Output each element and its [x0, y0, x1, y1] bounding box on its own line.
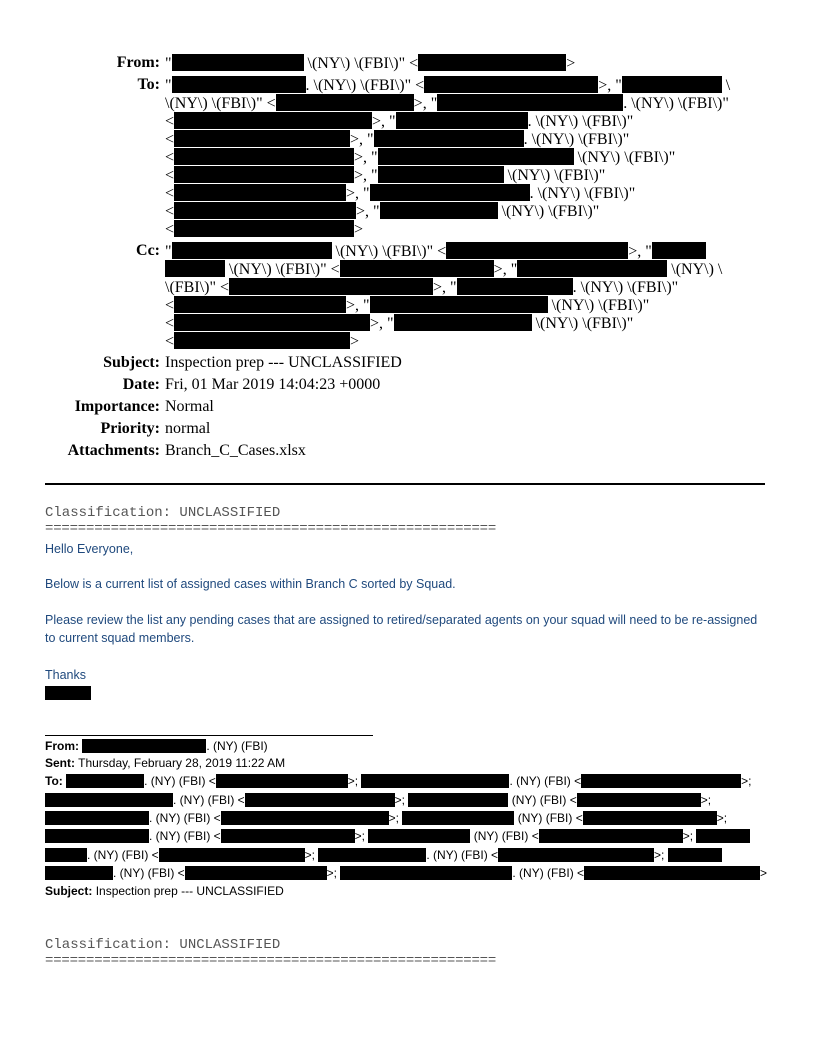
subject-value: Inspection prep --- UNCLASSIFIED	[165, 354, 402, 371]
to-tag: . \(NY\) \(FBI\)"	[529, 185, 636, 202]
from-label: From:	[116, 54, 160, 71]
fwd-to-line-4: . (NY) (FBI) < >; (NY) (FBI) < >;	[45, 828, 750, 845]
fwd-subject-line	[45, 883, 284, 900]
redaction	[396, 112, 528, 129]
priority-value: normal	[165, 420, 211, 437]
redaction	[185, 866, 327, 880]
redaction	[82, 739, 206, 753]
redaction	[45, 829, 149, 843]
redaction	[318, 848, 426, 862]
redaction	[446, 242, 628, 259]
redaction	[418, 54, 566, 71]
redaction	[622, 76, 722, 93]
fwd-tag: . (NY) (FBI) <	[113, 866, 185, 880]
redaction	[216, 774, 348, 788]
body-paragraph-2: Please review the list any pending cases that are assigned to retired/separated agents on your squad will need to be re-assigned to current squad members.	[45, 613, 758, 645]
redaction	[172, 54, 304, 71]
fwd-tag: . (NY) (FBI) <	[173, 793, 245, 807]
redaction	[402, 811, 514, 825]
redaction	[696, 829, 750, 843]
cc-tag: (NY\) \	[675, 261, 723, 278]
to-tag: \(NY\) \(FBI\)"	[165, 95, 263, 112]
to-line-3: < >, " . \(NY\) \(FBI\)"	[165, 113, 634, 130]
fwd-from-suffix: . (NY) (FBI)	[206, 739, 268, 753]
redaction	[368, 829, 470, 843]
cc-line-5: < >, " \(NY\) \(FBI\)"	[165, 315, 634, 332]
redaction	[221, 811, 389, 825]
redaction	[370, 184, 530, 201]
redaction	[340, 260, 494, 277]
redaction	[172, 242, 332, 259]
redaction	[577, 793, 701, 807]
greeting: Hello Everyone,	[45, 542, 134, 556]
redaction	[174, 332, 350, 349]
redaction	[229, 278, 433, 295]
redaction	[370, 296, 548, 313]
from-line: " \(NY\) \(FBI\)" < >	[165, 55, 576, 72]
redaction	[174, 202, 356, 219]
to-tag: \(NY\) \(FBI\)"	[501, 203, 600, 220]
date-value: Fri, 01 Mar 2019 14:04:23 +0000	[165, 376, 381, 393]
fwd-sent-value: Thursday, February 28, 2019 11:22 AM	[78, 756, 286, 770]
to-line-6: < >, " \(NY\) \(FBI\)"	[165, 167, 606, 184]
from-tag: \(NY\) \(FBI\)"	[307, 55, 406, 72]
redaction	[581, 774, 741, 788]
closing: Thanks	[45, 668, 86, 682]
redaction	[45, 811, 149, 825]
fwd-to-line-3: . (NY) (FBI) < >; (NY) (FBI) < >;	[45, 810, 727, 827]
classification-rule: =======================================================	[45, 521, 497, 537]
to-tag: \(NY\) \(FBI\)"	[577, 149, 676, 166]
redaction	[66, 774, 144, 788]
to-line-5: < >, " \(NY\) \(FBI\)"	[165, 149, 676, 166]
redaction	[174, 148, 354, 165]
cc-line-3: \(FBI\)" < >, " . \(NY\) \(FBI\)"	[165, 279, 679, 296]
fwd-to-line-5: . (NY) (FBI) < >; . (NY) (FBI) < >;	[45, 847, 722, 864]
redaction	[584, 866, 760, 880]
redaction	[517, 260, 667, 277]
header-divider	[45, 483, 765, 485]
to-line-4: < >, " . \(NY\) \(FBI\)"	[165, 131, 630, 148]
redaction	[45, 793, 173, 807]
to-line-7: < >, " . \(NY\) \(FBI\)"	[165, 185, 636, 202]
attachments-label: Attachments:	[67, 442, 160, 459]
fwd-to-label: To:	[45, 774, 63, 788]
redaction	[340, 866, 512, 880]
attachment-link[interactable]: Branch_C_Cases.xlsx	[165, 442, 306, 459]
to-tag: . \(NY\) \(FBI\)"	[623, 95, 729, 112]
to-tag: \(NY\) \(FBI\)"	[507, 167, 606, 184]
redaction	[159, 848, 305, 862]
to-tag: . \(NY\) \(FBI\)"	[305, 77, 412, 94]
redaction	[221, 829, 355, 843]
cc-line-6: < >	[165, 333, 360, 350]
redaction	[374, 130, 524, 147]
redaction	[394, 314, 532, 331]
fwd-tag: . (NY) (FBI) <	[512, 866, 585, 880]
redaction	[174, 130, 350, 147]
redaction	[583, 811, 717, 825]
redaction	[378, 166, 504, 183]
to-line-8: < >, " \(NY\) \(FBI\)"	[165, 203, 600, 220]
cc-tag: \(NY\) \(FBI\)"	[535, 315, 634, 332]
redaction	[174, 166, 354, 183]
fwd-from-label: From:	[45, 739, 79, 753]
redaction	[408, 793, 508, 807]
redaction	[457, 278, 573, 295]
fwd-from-line	[45, 738, 268, 755]
date-label: Date:	[122, 376, 160, 393]
cc-line-1: " \(NY\) \(FBI\)" < >, "	[165, 242, 706, 261]
redaction	[174, 184, 346, 201]
fwd-tag: (NY) (FBI) <	[511, 793, 577, 807]
body-paragraph-1: Below is a current list of assigned cases within Branch C sorted by Squad.	[45, 577, 456, 591]
fwd-tag: (NY) (FBI) <	[473, 829, 539, 843]
fwd-tag: (NY) (FBI) <	[517, 811, 583, 825]
priority-label: Priority:	[100, 420, 160, 437]
to-line-1: " . \(NY\) \(FBI\)" < >, " \	[165, 77, 731, 94]
fwd-to-line-1: To: . (NY) (FBI) < >; . (NY) (FBI) < >;	[45, 774, 752, 788]
fwd-sent-label: Sent:	[45, 756, 75, 770]
classification-rule-bottom: =======================================================	[45, 953, 497, 969]
redaction	[437, 94, 623, 111]
forward-separator	[45, 735, 373, 736]
cc-tag: \(NY\) \(FBI\)"	[551, 297, 650, 314]
redaction	[245, 793, 395, 807]
classification-top: Classification: UNCLASSIFIED	[45, 505, 281, 521]
importance-label: Importance:	[74, 398, 160, 415]
cc-tag: \(NY\) \(FBI\)"	[335, 243, 434, 260]
classification-bottom: Classification: UNCLASSIFIED	[45, 937, 281, 953]
cc-line-4: < >, " \(NY\) \(FBI\)"	[165, 297, 650, 314]
redaction	[498, 848, 654, 862]
redaction	[172, 76, 306, 93]
redaction	[668, 848, 722, 862]
to-tag: . \(NY\) \(FBI\)"	[527, 113, 634, 130]
fwd-to-line-6: . (NY) (FBI) < >; . (NY) (FBI) < >	[45, 865, 767, 882]
cc-label: Cc:	[136, 242, 160, 259]
cc-tag: \(NY\) \(FBI\)"	[229, 261, 327, 278]
to-line-9: < >	[165, 221, 364, 238]
cc-line-2: \(NY\) \(FBI\)" < >, " \(NY\) \	[165, 260, 722, 279]
redaction	[174, 296, 346, 313]
to-label: To:	[137, 76, 160, 93]
fwd-tag: . (NY) (FBI) <	[426, 848, 499, 862]
redaction	[652, 242, 706, 259]
fwd-tag: . (NY) (FBI) <	[509, 774, 582, 788]
fwd-tag: . (NY) (FBI) <	[144, 774, 216, 788]
fwd-tag: . (NY) (FBI) <	[87, 848, 159, 862]
redaction	[424, 76, 598, 93]
fwd-subject-label: Subject:	[45, 884, 93, 898]
redaction	[361, 774, 509, 788]
fwd-subject-value: Inspection prep --- UNCLASSIFIED	[95, 884, 284, 898]
redaction	[276, 94, 414, 111]
redaction	[174, 220, 354, 237]
redaction	[174, 314, 370, 331]
redaction	[378, 148, 574, 165]
to-tag: . \(NY\) \(FBI\)"	[523, 131, 630, 148]
cc-tag: (FBI\)"	[169, 279, 216, 296]
importance-value: Normal	[165, 398, 214, 415]
cc-tag: . \(NY\) \(FBI\)"	[572, 279, 679, 296]
fwd-sent-line	[45, 755, 285, 772]
to-line-2: \(NY\) \(FBI\)" < >, " . \(NY\) \(FBI\)"	[165, 95, 729, 112]
redaction	[165, 260, 225, 277]
redaction	[174, 112, 372, 129]
redaction	[45, 866, 113, 880]
subject-label: Subject:	[103, 354, 160, 371]
signature-redaction	[45, 686, 91, 700]
redaction	[380, 202, 498, 219]
redaction	[45, 848, 87, 862]
fwd-tag: . (NY) (FBI) <	[149, 829, 221, 843]
fwd-tag: . (NY) (FBI) <	[149, 811, 221, 825]
redaction	[539, 829, 683, 843]
fwd-to-line-2: . (NY) (FBI) < >; (NY) (FBI) < >;	[45, 792, 711, 809]
